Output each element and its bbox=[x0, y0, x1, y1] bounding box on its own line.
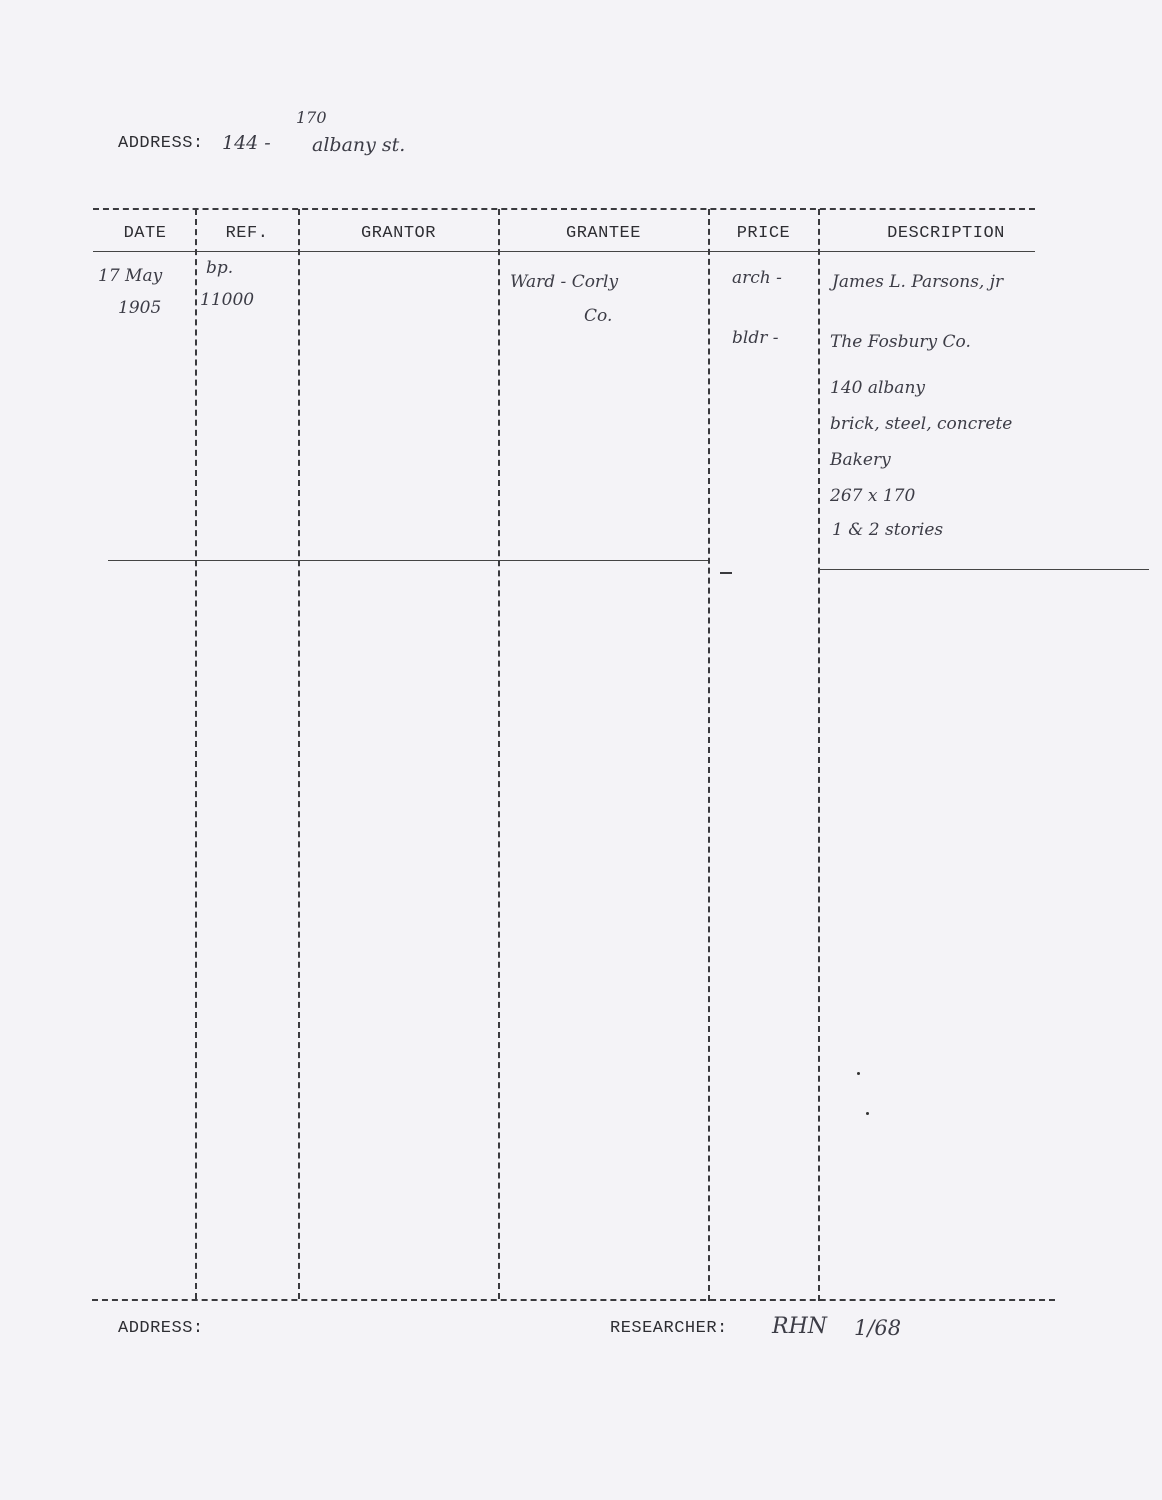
address-number: 144 - bbox=[222, 132, 271, 154]
col-divider-grantor-grantee bbox=[498, 209, 500, 1299]
col-divider-grantee-price bbox=[708, 209, 710, 1301]
description-line: The Fosbury Co. bbox=[830, 332, 971, 352]
entry-grantee-suffix: Co. bbox=[584, 306, 613, 326]
entry-price-builder: bldr - bbox=[732, 328, 779, 348]
col-divider-date-ref bbox=[195, 209, 197, 1299]
entry-date-day-month: 17 May bbox=[98, 266, 163, 286]
table-bottom-rule bbox=[92, 1299, 1055, 1301]
column-header-date: DATE bbox=[123, 224, 167, 243]
column-header-price: PRICE bbox=[736, 224, 791, 243]
stray-mark bbox=[857, 1072, 860, 1075]
address-superscript: 170 bbox=[296, 108, 327, 127]
entry-date-year: 1905 bbox=[118, 298, 162, 318]
description-line: 267 x 170 bbox=[830, 486, 916, 506]
table-top-rule bbox=[93, 208, 1035, 210]
entry-divider-left bbox=[108, 560, 708, 561]
entry-divider-mark bbox=[720, 572, 732, 574]
researcher-initials: RHN bbox=[772, 1314, 827, 1339]
stray-mark bbox=[866, 1112, 869, 1115]
description-line: brick, steel, concrete bbox=[830, 414, 1013, 434]
entry-price-architect: arch - bbox=[732, 268, 782, 288]
column-header-grantee: GRANTEE bbox=[566, 224, 641, 243]
col-divider-ref-grantor bbox=[298, 209, 300, 1299]
column-header-grantor: GRANTOR bbox=[361, 224, 436, 243]
column-header-ref: REF. bbox=[225, 224, 269, 243]
description-line: James L. Parsons, jr bbox=[832, 272, 1004, 292]
entry-divider-right bbox=[818, 569, 1149, 570]
description-line: 1 & 2 stories bbox=[832, 520, 944, 540]
footer-address-label: ADDRESS: bbox=[118, 1319, 204, 1338]
column-header-description: DESCRIPTION bbox=[887, 224, 1005, 243]
description-line: Bakery bbox=[830, 450, 891, 470]
entry-grantee-name: Ward - Corly bbox=[510, 272, 619, 292]
col-divider-price-description bbox=[818, 209, 820, 1301]
description-line: 140 albany bbox=[830, 378, 925, 398]
address-label: ADDRESS: bbox=[118, 134, 204, 153]
address-street: albany st. bbox=[312, 134, 406, 156]
researcher-label: RESEARCHER: bbox=[610, 1319, 728, 1338]
researcher-date: 1/68 bbox=[854, 1316, 902, 1340]
entry-ref-book: bp. bbox=[206, 258, 234, 278]
entry-ref-number: 11000 bbox=[200, 290, 255, 310]
header-bottom-rule bbox=[93, 251, 1035, 252]
